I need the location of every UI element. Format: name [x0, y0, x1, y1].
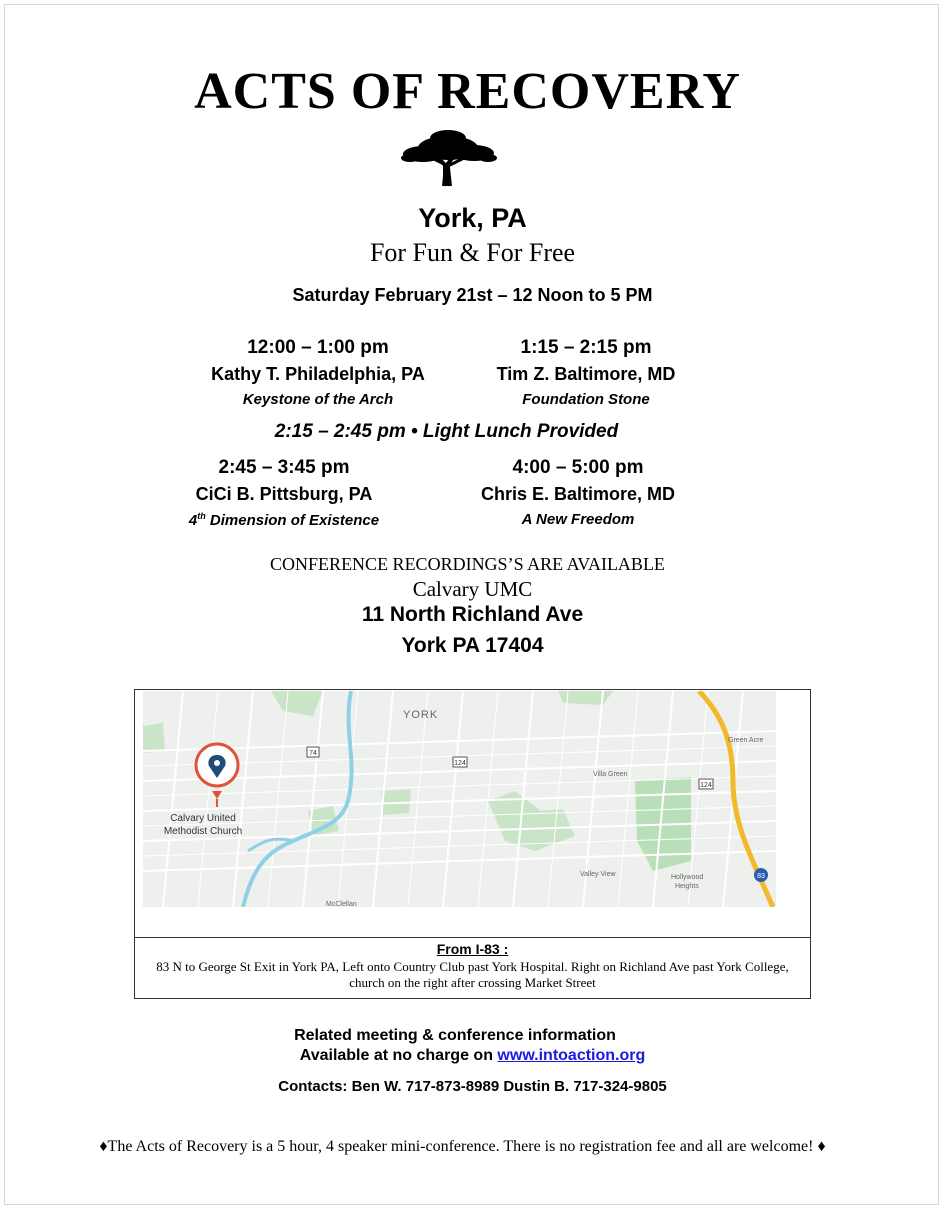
event-city: York, PA	[418, 203, 527, 233]
map-label-mcclellan: McClellan	[326, 901, 357, 907]
website-link[interactable]: www.intoaction.org	[497, 1047, 646, 1064]
session-4	[418, 457, 738, 528]
session-speaker: CiCi B. Pittsburg, PA	[195, 484, 373, 504]
topic-number: 4	[188, 512, 198, 529]
directions-heading: From I-83 :	[436, 941, 509, 957]
session-time: 12:00 – 1:00 pm	[247, 337, 389, 358]
session-speaker: Tim Z. Baltimore, MD	[496, 364, 676, 384]
session-topic: Keystone of the Arch	[242, 391, 394, 408]
tree-icon	[398, 128, 498, 188]
session-2	[426, 337, 746, 408]
session-3	[124, 457, 444, 529]
session-topic: A New Freedom	[521, 511, 635, 528]
location-map[interactable]	[143, 691, 776, 907]
event-date: Saturday February 21st – 12 Noon to 5 PM	[292, 285, 653, 305]
map-label-green-acre: Green Acre	[728, 737, 764, 744]
footnote: ♦The Acts of Recovery is a 5 hour, 4 speaker mini-conference. There is no registration fee and all are welcome! ♦	[99, 1138, 826, 1155]
map-label-villa-green: Villa Green	[593, 771, 628, 778]
topic-ordinal: th	[197, 511, 206, 521]
map-label-hollywood: Hollywood	[671, 874, 704, 881]
lunch-break: 2:15 – 2:45 pm • Light Lunch Provided	[274, 421, 619, 442]
map-label-heights: Heights	[675, 883, 699, 890]
venue-city-zip: York PA 17404	[401, 634, 544, 657]
map-pin-label-line2: Methodist Church	[163, 826, 243, 837]
available-prefix: Available at no charge on	[299, 1047, 498, 1064]
directions-text: 83 N to George St Exit in York PA, Left onto Country Club past York Hospital. Right on Richland Ave past York College, church on the right after crossing Market Street	[156, 959, 789, 990]
contacts-line: Contacts: Ben W. 717-873-8989 Dustin B. 717-324-9805	[278, 1078, 667, 1095]
recordings-note: CONFERENCE RECORDINGS’S ARE AVAILABLE	[270, 554, 665, 574]
map-pin-label-line1: Calvary United	[170, 813, 236, 824]
venue-name: Calvary UMC	[412, 577, 533, 601]
session-time: 2:45 – 3:45 pm	[218, 457, 350, 478]
map-label-valley-view: Valley View	[580, 871, 616, 878]
event-tagline: For Fun & For Free	[369, 238, 576, 267]
topic-rest: Dimension of Existence	[205, 512, 380, 529]
session-time: 1:15 – 2:15 pm	[520, 337, 652, 358]
available-line	[0, 1047, 945, 1065]
session-topic	[124, 511, 444, 529]
session-time: 4:00 – 5:00 pm	[512, 457, 644, 478]
map-label-york: YORK	[403, 709, 439, 721]
route-124-label: 124	[454, 760, 466, 767]
route-74-label: 74	[309, 750, 317, 757]
route-124-label-east: 124	[700, 782, 712, 789]
session-speaker: Chris E. Baltimore, MD	[480, 484, 676, 504]
session-speaker: Kathy T. Philadelphia, PA	[211, 364, 425, 384]
related-info: Related meeting & conference information	[294, 1027, 616, 1044]
session-topic: Foundation Stone	[522, 391, 650, 408]
venue-street: 11 North Richland Ave	[361, 603, 584, 626]
flyer-title: ACTS OF RECOVERY	[194, 63, 741, 120]
route-83-label: 83	[757, 873, 765, 880]
map-divider	[134, 937, 811, 938]
